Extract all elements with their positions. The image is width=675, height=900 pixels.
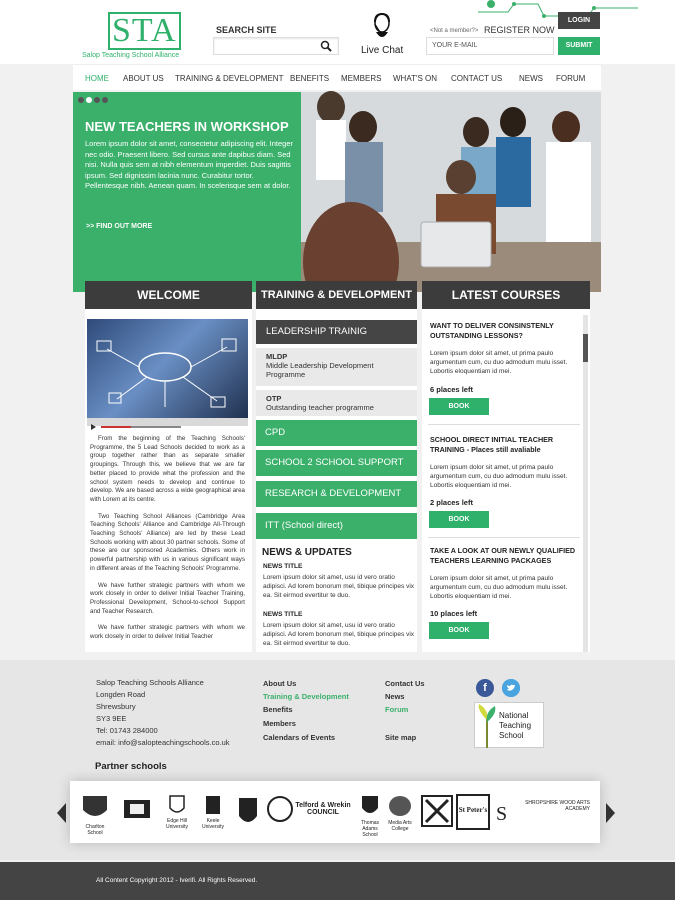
footer-link-news[interactable]: News bbox=[385, 692, 405, 701]
training-heading: TRAINING & DEVELOPMENT bbox=[256, 281, 417, 309]
main-nav bbox=[73, 64, 601, 90]
training-item-mldp[interactable] bbox=[256, 348, 417, 386]
book-button[interactable]: BOOK bbox=[429, 511, 489, 528]
windmill-icon bbox=[420, 794, 454, 828]
partner-logo[interactable] bbox=[80, 794, 110, 836]
training-itt[interactable]: ITT (School direct) bbox=[256, 513, 417, 539]
video-controls[interactable] bbox=[87, 418, 248, 426]
news-heading: NEWS & UPDATES bbox=[262, 547, 352, 558]
partner-name: St Peter's bbox=[458, 806, 488, 814]
address-line: Longden Road bbox=[96, 690, 146, 699]
partner-logo[interactable] bbox=[266, 794, 352, 830]
carousel-prev-icon[interactable] bbox=[57, 803, 66, 823]
nav-item-contact-us[interactable]: CONTACT US bbox=[451, 74, 503, 83]
nav-item-about-us[interactable]: ABOUT US bbox=[123, 74, 164, 83]
partner-logo[interactable] bbox=[494, 794, 590, 830]
partner-name: Thomas Adams School bbox=[360, 820, 380, 838]
welcome-paragraph: We have further strategic partners with whom we work closely in order to deliver Initial Teacher bbox=[90, 624, 245, 641]
partner-name: Edge Hill University bbox=[166, 818, 188, 830]
hero-photo bbox=[301, 92, 601, 292]
footer-link-members[interactable]: Members bbox=[263, 719, 296, 728]
nav-item-home[interactable]: HOME bbox=[85, 74, 109, 83]
search-icon[interactable] bbox=[320, 40, 332, 52]
course-title[interactable]: WANT TO DELIVER CONSINSTENLY OUTSTANDING LESSONS? bbox=[430, 321, 554, 340]
classroom-image bbox=[301, 92, 601, 292]
address-line[interactable]: email: info@salopteachingschools.co.uk bbox=[96, 738, 230, 747]
national-teaching-school-logo[interactable] bbox=[474, 702, 544, 748]
headset-icon[interactable] bbox=[371, 12, 393, 42]
course-title[interactable]: TAKE A LOOK AT OUR NEWLY QUALIFIED TEACHERS LEARNING PACKAGES bbox=[430, 546, 576, 565]
places-left: 10 places left bbox=[430, 609, 478, 618]
site-logo[interactable] bbox=[82, 4, 188, 60]
courses-scrollbar[interactable] bbox=[583, 315, 588, 652]
nav-item-benefits[interactable]: BENEFITS bbox=[290, 74, 330, 83]
cloud-network-image bbox=[87, 319, 248, 419]
news-body: Lorem ipsum dolor sit amet, usu id vero oratio adipisci. Ad lorem bonorum mel, tibique principes vix ea. Sit eirmod evertitur te duo. bbox=[263, 622, 415, 647]
partner-logo[interactable] bbox=[386, 794, 414, 830]
partner-logo[interactable] bbox=[456, 794, 490, 830]
course-body: Lorem ipsum dolor sit amet, ut prima paulo argumentum cum, cu duo admodum mulu isset. Lobortis eloquentiam id mei. bbox=[430, 464, 568, 489]
hero-title: NEW TEACHERS IN WORKSHOP bbox=[85, 119, 289, 134]
course-body: Lorem ipsum dolor sit amet, ut prima paulo argumentum cum, cu duo admodum mulu isset. Lobortis eloquentiam id mei. bbox=[430, 350, 568, 375]
slider-dot-3[interactable] bbox=[94, 97, 100, 103]
welcome-heading: WELCOME bbox=[85, 281, 252, 309]
training-code: MLDP bbox=[266, 352, 288, 361]
not-member-label: <Not a member?> bbox=[430, 28, 479, 34]
welcome-text bbox=[90, 435, 245, 650]
nav-item-members[interactable]: MEMBERS bbox=[341, 74, 382, 83]
find-out-more-link[interactable]: >> FIND OUT MORE bbox=[86, 223, 153, 230]
hero-text: Lorem ipsum dolor sit amet, consectetur adipiscing elit. Integer nec odio. Praesent libero. Sed cursus ante dapibus diam. Sed nisi. Nulla quis sem at nibh elementum imperdiet. Duis sagittis ipsum. Sed dignissim lacinia nunc. Curabitur tortor. Pellentesque nibh. Aenean quam. In scelerisque sem at dolor. bbox=[85, 139, 294, 190]
carousel-next-icon[interactable] bbox=[606, 803, 615, 823]
partner-logo[interactable] bbox=[420, 794, 454, 830]
footer-link-contact[interactable]: Contact Us bbox=[385, 679, 425, 688]
news-title[interactable]: NEWS TITLE bbox=[263, 611, 303, 618]
nav-item-whats-on[interactable]: WHAT'S ON bbox=[393, 74, 438, 83]
logo-subtitle: Salop Teaching School Alliance bbox=[82, 52, 180, 59]
submit-button[interactable]: SUBMIT bbox=[558, 37, 600, 55]
leadership-training-header[interactable]: LEADERSHIP TRAINIG bbox=[256, 320, 417, 344]
book-button[interactable]: BOOK bbox=[429, 622, 489, 639]
login-button[interactable]: LOGIN bbox=[558, 12, 600, 29]
course-divider bbox=[428, 537, 580, 538]
slider-dot-4[interactable] bbox=[102, 97, 108, 103]
register-link[interactable]: REGISTER NOW bbox=[484, 25, 555, 35]
partner-logo[interactable] bbox=[198, 794, 228, 830]
crest-icon bbox=[122, 794, 152, 824]
course-divider bbox=[428, 424, 580, 425]
university-crest-icon bbox=[198, 794, 228, 816]
address-line: Tel: 01743 284000 bbox=[96, 726, 158, 735]
training-research[interactable]: RESEARCH & DEVELOPMENT bbox=[256, 481, 417, 507]
partner-schools-heading: Partner schools bbox=[95, 761, 167, 772]
course-body: Lorem ipsum dolor sit amet, ut prima paulo argumentum cum, cu duo admodum mulu isset. Lobortis eloquentiam id mei. bbox=[430, 575, 568, 600]
nav-item-forum[interactable]: FORUM bbox=[556, 74, 586, 83]
address-line: Shrewsbury bbox=[96, 702, 136, 711]
shield-icon bbox=[80, 794, 110, 822]
partner-name: Keele University bbox=[202, 818, 224, 830]
training-cpd[interactable]: CPD bbox=[256, 420, 417, 446]
footer-link-benefits[interactable]: Benefits bbox=[263, 705, 293, 714]
slider-dot-1[interactable] bbox=[78, 97, 84, 103]
copyright-text: All Content Copyright 2012 - Iverifi. All Rights Reserved. bbox=[96, 877, 258, 884]
training-name: Middle Leadership Development Programme bbox=[266, 361, 374, 379]
partner-name: Charlton School bbox=[85, 824, 105, 836]
slider-dot-2[interactable] bbox=[86, 97, 92, 103]
nts-logo-text: National Teaching School bbox=[499, 711, 532, 740]
logo-mark: STA bbox=[108, 4, 181, 51]
training-school-support[interactable]: SCHOOL 2 SCHOOL SUPPORT bbox=[256, 450, 417, 476]
training-name: Outstanding teacher programme bbox=[266, 403, 374, 412]
footer-link-training[interactable]: Training & Development bbox=[263, 692, 349, 701]
partner-logo[interactable] bbox=[356, 794, 384, 838]
places-left: 2 places left bbox=[430, 498, 473, 507]
partner-logo[interactable] bbox=[162, 794, 192, 830]
nav-item-training[interactable]: TRAINING & DEVELOPMENT bbox=[175, 74, 284, 83]
university-crest-icon bbox=[162, 794, 192, 816]
welcome-paragraph: From the beginning of the Teaching Schools' Programme, the 5 Lead Schools decided to work as a group together rather than as separate smaller groupings. Through this, we believe that we are far better placed to provide what the profession and the school system needs to develop and continue to develop. We are based across a wide geographical area with Lorem at its centre. bbox=[90, 435, 245, 503]
monogram-icon bbox=[494, 800, 520, 826]
partner-name: Media Arts College bbox=[388, 820, 412, 832]
training-code: OTP bbox=[266, 394, 282, 403]
svg-text:S: S bbox=[496, 803, 508, 825]
livechat-link[interactable]: Live Chat bbox=[361, 45, 404, 56]
nav-item-news[interactable]: NEWS bbox=[519, 74, 543, 83]
school-crest-icon bbox=[236, 794, 260, 828]
address-line: SY3 9EE bbox=[96, 714, 127, 723]
courses-heading: LATEST COURSES bbox=[422, 281, 590, 309]
training-item-otp[interactable] bbox=[256, 390, 417, 416]
places-left: 6 places left bbox=[430, 385, 473, 394]
slider-dots bbox=[78, 97, 118, 105]
twitter-icon[interactable] bbox=[502, 679, 520, 697]
news-title[interactable]: NEWS TITLE bbox=[263, 563, 303, 570]
facebook-icon[interactable]: f bbox=[476, 679, 494, 697]
address-line: Salop Teaching Schools Alliance bbox=[96, 678, 204, 687]
leaf-icon bbox=[477, 704, 497, 748]
footer-link-forum[interactable]: Forum bbox=[385, 705, 409, 714]
book-button[interactable]: BOOK bbox=[429, 398, 489, 415]
news-body: Lorem ipsum dolor sit amet, usu id vero oratio adipisci. Ad lorem bonorum mel, tibique principes vix ea. Sit eirmod evertitur te duo. bbox=[263, 574, 415, 599]
scrollbar-thumb[interactable] bbox=[583, 334, 588, 362]
play-icon[interactable] bbox=[87, 423, 248, 431]
school-crest-icon bbox=[356, 794, 384, 818]
palette-icon bbox=[386, 794, 414, 818]
video-player[interactable] bbox=[87, 319, 248, 425]
footer-link-about[interactable]: About Us bbox=[263, 679, 297, 688]
footer-link-sitemap[interactable]: Site map bbox=[385, 733, 417, 742]
welcome-paragraph: We have further strategic partners with whom we work closely in order to deliver Initial Teacher Training, Professional Development, School-to-school Support and Teacher Research. bbox=[90, 581, 245, 615]
search-label: SEARCH SITE bbox=[216, 25, 277, 35]
partner-name: SHROPSHIRE WOOD ARTS ACADEMY bbox=[525, 800, 590, 812]
welcome-paragraph: Two Teaching School Alliances (Cambridge Area Teaching Schools' Alliance and Cambridge All-Through Teaching Schools' Alliance) are led by these Lead Schools working with about 30 partner schools. Some of these are our sponsored Academies. Others work in powerful partnership with us in various significant ways in different areas of the Teaching Schools' Programme. bbox=[90, 512, 245, 572]
email-field[interactable]: YOUR E-MAIL bbox=[426, 37, 554, 55]
partner-logo[interactable] bbox=[122, 794, 152, 830]
footer-link-calendar[interactable]: Calendars of Events bbox=[263, 733, 336, 742]
partner-name: Telford & Wrekin COUNCIL bbox=[295, 802, 351, 816]
course-title[interactable]: SCHOOL DIRECT INITIAL TEACHER TRAINING - Places still avaliable bbox=[430, 435, 554, 454]
council-emblem-icon bbox=[266, 794, 294, 824]
partner-logo[interactable] bbox=[236, 794, 260, 830]
